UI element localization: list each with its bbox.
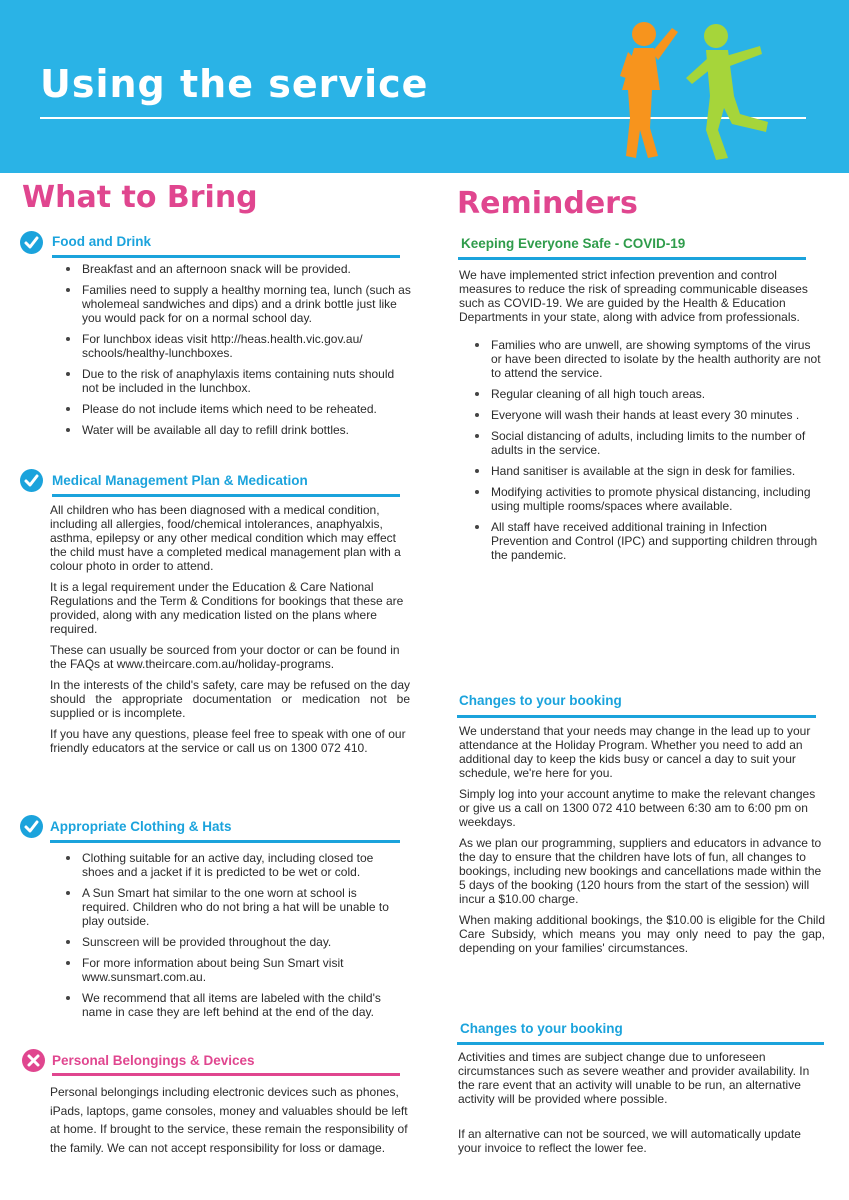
medical-heading: Medical Management Plan & Medication [52,473,308,488]
paragraph: All children who has been diagnosed with a medical condition, including all allergies, food/chemical intolerances, anaphyalxis, asthma, epilepsy or any other medical condition which may effect the child must have a completed medical management plan with a colour photo in order to attend. [50,503,401,573]
list-item: Everyone will wash their hands at least every 30 minutes . [491,408,823,422]
paragraph: As we plan our programming, suppliers and educators in advance to the day to ensure that the children have lots of fun, all changes to bookings, including new bookings and cancellations made within the 5 days of the booking (120 hours from the start of the session) will incur a $10.00 charge. [459,836,822,906]
list-item: We recommend that all items are labeled with the child's name in case they are left behind at the end of the day. [82,991,400,1019]
food-drink-rule [52,255,400,258]
check-circle-icon [20,231,43,254]
medical-paragraphs [50,503,410,762]
clothing-list [82,851,400,1026]
list-item: Social distancing of adults, including limits to the number of adults in the service. [491,429,823,457]
list-item: Water will be available all day to refill drink bottles. [82,423,412,437]
booking-paragraphs [459,724,825,962]
list-item: Regular cleaning of all high touch areas. [491,387,823,401]
what-to-bring-title: What to Bring [22,180,258,215]
page-title: Using the service [40,62,429,106]
clothing-rule [50,840,400,843]
paragraph: These can usually be sourced from your doctor or can be found in the FAQs at www.theircare.com.au/holiday-programs. [50,643,400,671]
booking-rule [457,715,816,718]
food-drink-list [82,262,412,444]
booking-rule-2 [457,1042,824,1045]
list-item: Clothing suitable for an active day, including closed toe shoes and a jacket if it is predicted to be wet or cold. [82,851,400,879]
covid-intro: We have implemented strict infection prevention and control measures to reduce the risk of spreading communicable diseases such as COVID-19. We are guided by the Health & Education Departments in your state, along with advice from professionals. [459,268,808,324]
covid-list [491,338,823,569]
header-banner [0,0,849,173]
belongings-heading: Personal Belongings & Devices [52,1053,255,1068]
list-item: Families need to supply a healthy morning tea, lunch (such as wholemeal sandwiches and dips) and a drink bottle just like you would pack for on a normal school day. [82,283,411,325]
medical-rule [52,494,400,497]
list-item: Please do not include items which need to be reheated. [82,402,412,416]
paragraph: When making additional bookings, the $10.00 is eligible for the Child Care Subsidy, which means you may only need to pay the gap, depending on your families' circumstances. [459,913,825,955]
belongings-paragraph: Personal belongings including electronic devices such as phones, iPads, laptops, game consoles, money and valuables should be left at home. If brought to the service, these remain the responsibility of the family. We can not accept responsibility for loss or damage. [50,1085,408,1155]
paragraph: Activities and times are subject change due to unforeseen circumstances such as severe weather and provider availability. In the rare event that an activity will unable to be run, an alternative activity will be provided where possible. [458,1050,810,1106]
paragraph: It is a legal requirement under the Education & Care National Regulations and the Term & Conditions for bookings that these are provided, along with any medication listed on the plans where required. [50,580,404,636]
clothing-heading: Appropriate Clothing & Hats [50,819,232,834]
list-item: Hand sanitiser is available at the sign in desk for families. [491,464,823,478]
list-item: All staff have received additional training in Infection Prevention and Control (IPC) and supporting children through the pandemic. [491,520,823,562]
paragraph: Simply log into your account anytime to make the relevant changes or give us a call on 1300 072 410 between 6:30 am to 6:00 pm on weekdays. [459,787,816,829]
list-item: Breakfast and an afternoon snack will be provided. [82,262,412,276]
kids-illustration [620,18,790,163]
paragraph: If an alternative can not be sourced, we will automatically update your invoice to reflect the lower fee. [458,1127,801,1155]
paragraph: If you have any questions, please feel free to speak with one of our friendly educators at the service or call us on 1300 072 410. [50,727,406,755]
list-item: Modifying activities to promote physical distancing, including using multiple rooms/spaces where available. [491,485,823,513]
covid-heading: Keeping Everyone Safe - COVID-19 [461,236,686,251]
list-item: Sunscreen will be provided throughout the day. [82,935,400,949]
booking-heading: Changes to your booking [459,693,622,708]
check-circle-icon [20,815,43,838]
reminders-title: Reminders [457,186,638,221]
covid-rule [458,257,806,260]
check-circle-icon [20,469,43,492]
list-item: Due to the risk of anaphylaxis items containing nuts should not be included in the lunchbox. [82,367,412,395]
booking-heading-2: Changes to your booking [460,1021,623,1036]
paragraph: In the interests of the child's safety, care may be refused on the day should the appropriate documentation or medication not be supplied or is incomplete. [50,678,410,720]
cross-circle-icon [22,1049,45,1072]
paragraph: We understand that your needs may change in the lead up to your attendance at the Holiday Program. Whether you need to add an additional day to keep the kids busy or cancel a day to suit your schedule, we're here for you. [459,724,811,780]
belongings-rule [52,1073,400,1076]
booking-paragraphs-2 [458,1050,826,1162]
food-drink-heading: Food and Drink [52,234,151,249]
list-item: Families who are unwell, are showing symptoms of the virus or have been directed to isolate by the health authority are not to attend the service. [491,338,823,380]
list-item: A Sun Smart hat similar to the one worn at school is required. Children who do not bring a hat will be unable to play outside. [82,886,400,928]
list-item: For lunchbox ideas visit http://heas.health.vic.gov.au/ schools/healthy-lunchboxes. [82,332,412,360]
list-item: For more information about being Sun Smart visit www.sunsmart.com.au. [82,956,400,984]
